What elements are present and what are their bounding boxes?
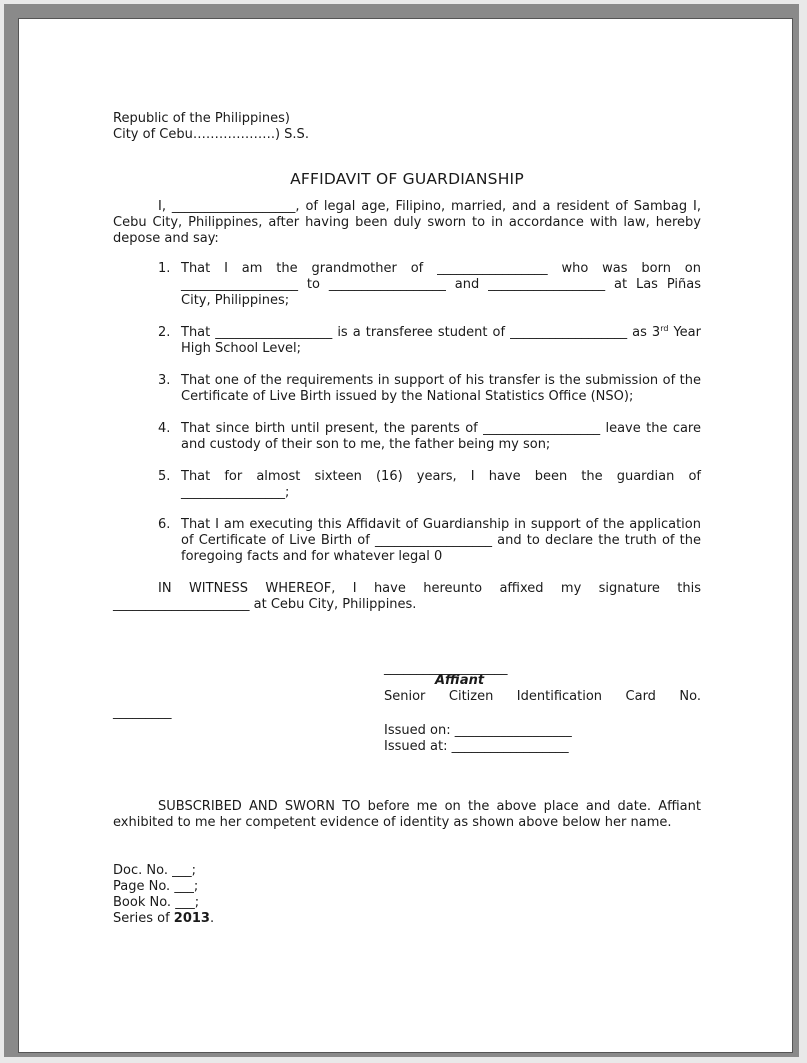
- list-item: [113, 469, 701, 501]
- venue-line-2: City of Cebu……………….) S.S.: [113, 127, 309, 142]
- item-number: 5.: [158, 469, 171, 484]
- item-number: 2.: [158, 325, 171, 340]
- jurat-paragraph: SUBSCRIBED AND SWORN TO before me on the above place and date. Affiant exhibited to me her competent evidence of identity as shown above below her name.: [113, 799, 701, 830]
- item-number: 1.: [158, 261, 171, 276]
- senior-citizen-id: Senior Citizen Identification Card No.: [384, 689, 701, 704]
- list-item: [113, 373, 701, 405]
- item-number: 3.: [158, 373, 171, 388]
- witness-paragraph: IN WITNESS WHEREOF, I have hereunto affixed my signature this _____________________ at Cebu City, Philippines.: [113, 581, 701, 612]
- item-text: That I am executing this Affidavit of Guardianship in support of the application of Certificate of Live Birth of __________________ and to declare the truth of the foregoing facts and for whatever legal 0: [181, 517, 701, 564]
- item-number: 4.: [158, 421, 171, 436]
- series-prefix: Series of: [113, 911, 174, 926]
- venue-line-1: Republic of the Philippines): [113, 111, 290, 126]
- list-item: [113, 421, 701, 453]
- item-number: 6.: [158, 517, 171, 532]
- id-number-blank: _________: [113, 705, 172, 720]
- affiant-signature-line: ___________________: [384, 661, 508, 676]
- affidavit-document: [113, 111, 701, 927]
- document-page: [18, 18, 793, 1053]
- issued-at-field: Issued at: __________________: [384, 739, 569, 754]
- doc-number: Doc. No. ___;: [113, 863, 196, 878]
- page-frame: [4, 4, 799, 1057]
- series-line: [113, 911, 701, 927]
- document-title: AFFIDAVIT OF GUARDIANSHIP: [290, 170, 524, 188]
- list-item: [113, 517, 701, 565]
- affiant-label: Affiant: [435, 673, 485, 688]
- list-item: [113, 325, 701, 357]
- list-item: [113, 261, 701, 309]
- item-text: That one of the requirements in support of his transfer is the submission of the Certificate of Live Birth issued by the National Statistics Office (NSO);: [181, 373, 701, 404]
- notarial-register: [113, 863, 701, 927]
- deposition-list: [113, 261, 701, 565]
- intro-paragraph: I, ___________________, of legal age, Filipino, married, and a resident of Sambag I, Cebu City, Philippines, after having been duly sworn to in accordance with law, hereby depose and say:: [113, 199, 701, 246]
- item-text: That since birth until present, the parents of __________________ leave the care and custody of their son to me, the father being my son;: [181, 421, 701, 452]
- page-number: Page No. ___;: [113, 879, 199, 894]
- series-year: 2013: [173, 911, 210, 926]
- item-text: That __________________ is a transferee student of __________________ as 3: [181, 325, 661, 340]
- issued-on-field: Issued on: __________________: [384, 723, 572, 738]
- book-number: Book No. ___;: [113, 895, 200, 910]
- series-suffix: .: [209, 911, 215, 926]
- item-text-continued: Year High School Level;: [181, 325, 701, 356]
- ordinal-suffix: rd: [660, 324, 669, 333]
- item-text: That for almost sixteen (16) years, I have been the guardian of ________________;: [181, 469, 701, 500]
- affiant-block: [113, 661, 701, 789]
- item-text: That I am the grandmother of _________________ who was born on __________________ to __________________ and __________________ at Las Piñas City, Philippines;: [181, 261, 701, 308]
